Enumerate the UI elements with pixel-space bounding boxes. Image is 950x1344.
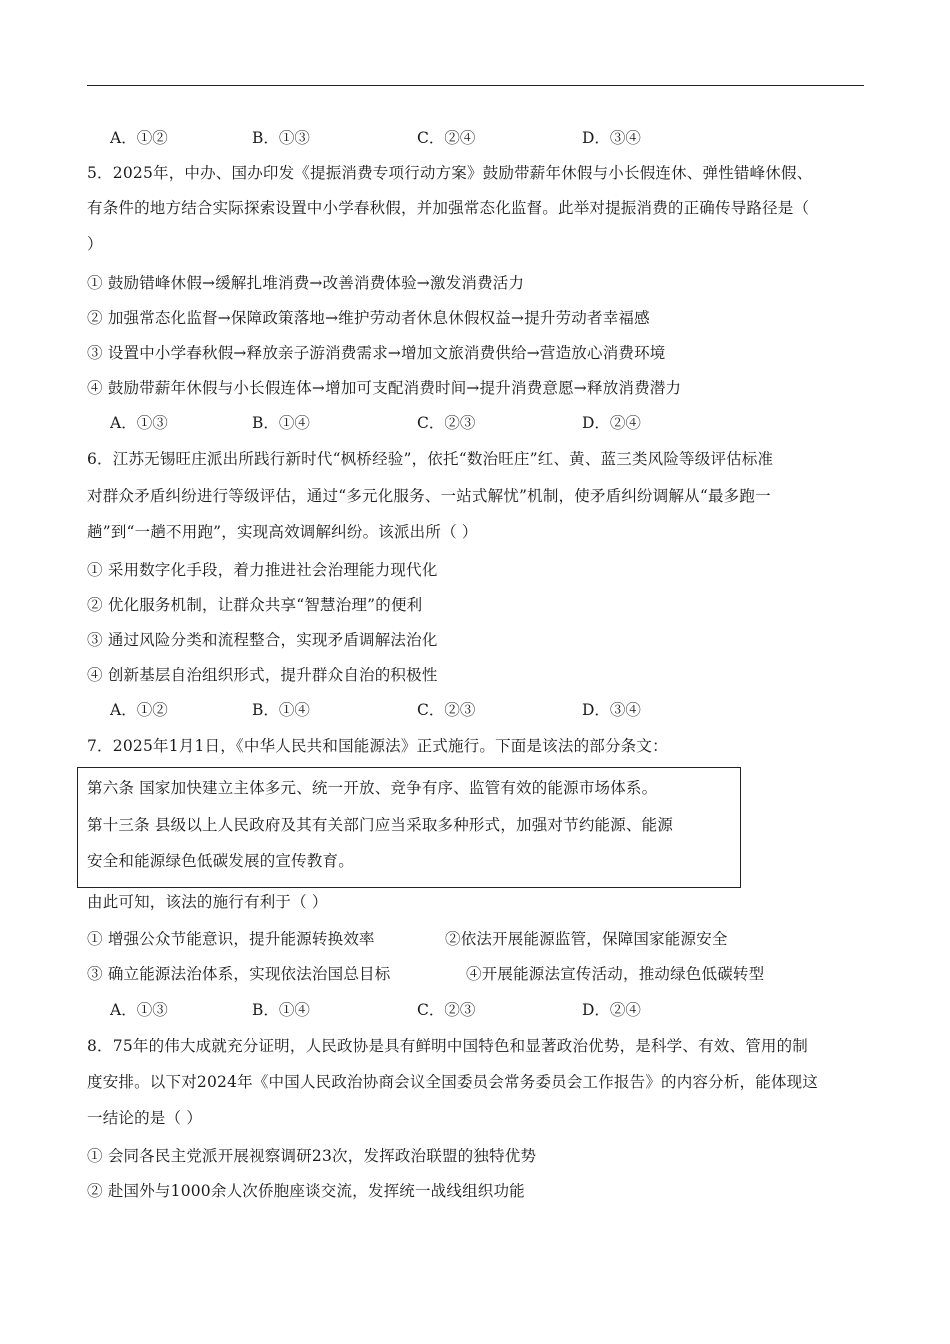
q6-stem-line-2: 对群众矛盾纠纷进行等级评估，通过“多元化服务、一站式解忧”机制，使矛盾纠纷调解从“最多跑一 (87, 487, 771, 505)
q7-box-line-3: 安全和能源绿色低碳发展的宣传教育。 (87, 852, 354, 870)
q7-box-line-2: 第十三条 县级以上人民政府及其有关部门应当采取多种形式，加强对节约能源、能源 (87, 816, 674, 834)
q5-item-4: ④ 鼓励带薪年休假与小长假连体→增加可支配消费时间→提升消费意愿→释放消费潜力 (87, 379, 682, 397)
q5-item-2: ② 加强常态化监督→保障政策落地→维护劳动者休息休假权益→提升劳动者幸福感 (87, 309, 650, 327)
q8-item-2: ② 赴国外与1000余人次侨胞座谈交流，发挥统一战线组织功能 (87, 1182, 525, 1200)
q6-option-b: B．①④ (252, 701, 310, 719)
q7-option-d: D．②④ (582, 1001, 641, 1019)
q4-option-c: C．②④ (417, 129, 476, 147)
q4-option-b: B．①③ (252, 129, 310, 147)
q5-option-b: B．①④ (252, 414, 310, 432)
q6-item-3: ③ 通过风险分类和流程整合，实现矛盾调解法治化 (87, 631, 438, 649)
q6-stem-line-1: 6．江苏无锡旺庄派出所践行新时代“枫桥经验”，依托“数治旺庄”红、黄、蓝三类风险等级评估标准 (87, 450, 774, 468)
header-rule (87, 85, 864, 86)
q5-stem-line-2: 有条件的地方结合实际探索设置中小学春秋假，并加强常态化监督。此举对提振消费的正确传导路径是（ (87, 199, 810, 217)
q4-option-a: A．①② (110, 129, 168, 147)
q7-option-a: A．①③ (110, 1001, 168, 1019)
q8-stem-line-3: 一结论的是（ ） (87, 1109, 203, 1127)
q6-option-c: C．②③ (417, 701, 476, 719)
q6-option-d: D．③④ (582, 701, 641, 719)
q4-option-d: D．③④ (582, 129, 641, 147)
q6-item-2: ② 优化服务机制，让群众共享“智慧治理”的便利 (87, 596, 423, 614)
q6-item-1: ① 采用数字化手段，着力推进社会治理能力现代化 (87, 561, 438, 579)
q5-stem-line-1: 5．2025年，中办、国办印发《提振消费专项行动方案》鼓励带薪年休假与小长假连休、弹性错峰休假、 (87, 164, 813, 182)
q7-option-b: B．①④ (252, 1001, 310, 1019)
q6-option-a: A．①② (110, 701, 168, 719)
q7-item-3: ③ 确立能源法治体系，实现依法治国总目标 (87, 965, 391, 983)
q7-stem: 7．2025年1月1日，《中华人民共和国能源法》正式施行。下面是该法的部分条文： (87, 737, 668, 755)
q8-stem-line-2: 度安排。以下对2024年《中国人民政治协商会议全国委员会常务委员会工作报告》的内容分析，能体现这 (87, 1073, 819, 1091)
q7-item-4: ④开展能源法宣传活动，推动绿色低碳转型 (466, 965, 765, 983)
q6-stem-line-3: 趟”到“一趟不用跑”，实现高效调解纠纷。该派出所（ ） (87, 523, 478, 541)
q5-option-d: D．②④ (582, 414, 641, 432)
q7-item-1: ① 增强公众节能意识，提升能源转换效率 (87, 930, 375, 948)
q5-item-1: ① 鼓励错峰休假→缓解扎堆消费→改善消费体验→激发消费活力 (87, 274, 525, 292)
q5-stem-line-3: ） (87, 235, 103, 253)
q8-stem-line-1: 8．75年的伟大成就充分证明，人民政协是具有鲜明中国特色和显著政治优势，是科学、有效、管用的制 (87, 1037, 808, 1055)
q7-box-line-1: 第六条 国家加快建立主体多元、统一开放、竞争有序、监管有效的能源市场体系。 (87, 779, 658, 797)
q6-item-4: ④ 创新基层自治组织形式，提升群众自治的积极性 (87, 666, 438, 684)
q7-option-c: C．②③ (417, 1001, 476, 1019)
q7-item-2: ②依法开展能源监管，保障国家能源安全 (445, 930, 728, 948)
q7-lead: 由此可知，该法的施行有利于（ ） (87, 893, 328, 911)
q5-option-a: A．①③ (110, 414, 168, 432)
q5-item-3: ③ 设置中小学春秋假→释放亲子游消费需求→增加文旅消费供给→营造放心消费环境 (87, 344, 666, 362)
q5-option-c: C．②③ (417, 414, 476, 432)
q8-item-1: ① 会同各民主党派开展视察调研23次，发挥政治联盟的独特优势 (87, 1147, 537, 1165)
